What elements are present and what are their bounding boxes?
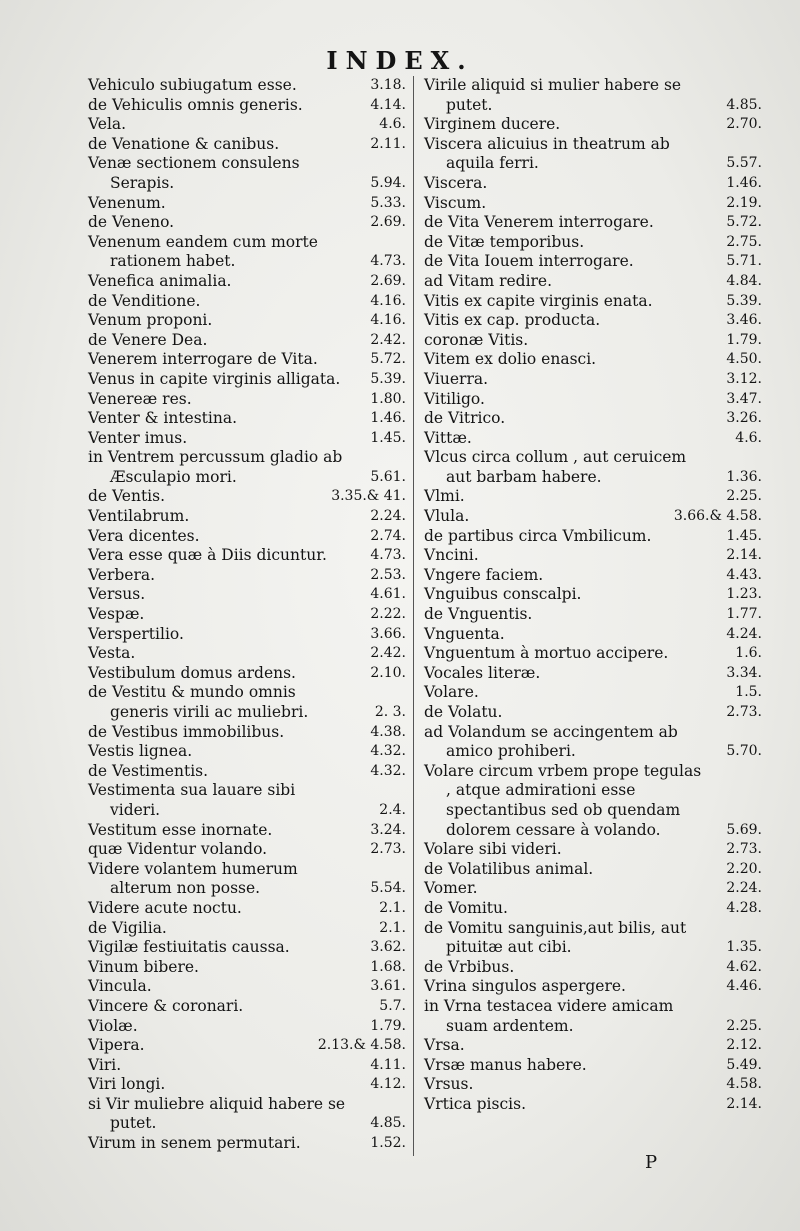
page-reference: 2.10. [370, 664, 406, 681]
page-reference: 4.16. [370, 292, 406, 309]
page-reference: 2.70. [726, 116, 762, 133]
left-index-entry [88, 272, 406, 292]
page-reference: 2.4. [379, 801, 406, 818]
index-term: de Vnguentis. [424, 605, 533, 624]
left-index-entry [88, 115, 406, 135]
page-reference: 4.73. [370, 547, 406, 564]
left-index-entry [88, 683, 406, 722]
index-term: Versus. [88, 585, 146, 604]
index-term: de Vomitu. [424, 898, 508, 917]
page-reference: 1.6. [735, 645, 762, 662]
left-index-entry [88, 96, 406, 116]
left-index-entry [88, 76, 406, 96]
index-term: de Vomitu sanguinis,aut bilis, aut pituitæ aut cibi. [424, 918, 687, 957]
page-reference: 2.24. [726, 880, 762, 897]
page-reference: 4.6. [735, 429, 762, 446]
right-index-entry [424, 390, 762, 410]
index-term: Vipera. [88, 1036, 145, 1055]
index-term: Vera esse quæ à Diis dicuntur. [88, 546, 327, 565]
page-reference: 4.28. [726, 899, 762, 916]
page-reference: 2.25. [726, 1017, 762, 1034]
index-term: de Vitæ temporibus. [424, 232, 585, 251]
left-index-entry [88, 821, 406, 841]
right-index-entry [424, 919, 762, 958]
page-reference: 4.11. [370, 1056, 406, 1073]
page-reference: 4.6. [379, 116, 406, 133]
right-column [424, 76, 762, 1114]
left-index-entry [88, 507, 406, 527]
page-reference: 2.22. [370, 606, 406, 623]
left-index-entry [88, 409, 406, 429]
index-term: de Venere Dea. [88, 330, 208, 349]
page-reference: 2.24. [370, 508, 406, 525]
index-term: Vrsæ manus habere. [424, 1055, 587, 1074]
page-reference: 2.1. [379, 899, 406, 916]
index-term: ad Volandum se accingentem ab amico prohiberi. [424, 722, 678, 761]
index-term: Venus in capite virginis alligata. [88, 369, 341, 388]
left-index-entry [88, 1075, 406, 1095]
index-term: Vnguentum à mortuo accipere. [424, 644, 669, 663]
column-divider [413, 76, 414, 1156]
index-term: de Vita Iouem interrogare. [424, 252, 634, 271]
right-index-entry [424, 331, 762, 351]
page-reference: 4.32. [370, 743, 406, 760]
left-index-entry [88, 781, 406, 820]
page-reference: 3.62. [370, 939, 406, 956]
index-term: Virum in senem permutari. [88, 1134, 301, 1153]
left-index-entry [88, 390, 406, 410]
page-reference: 4.24. [726, 625, 762, 642]
index-term: Virile aliquid si mulier habere se putet. [424, 76, 682, 114]
page-reference: 3.35.& 41. [331, 488, 406, 505]
left-index-entry [88, 213, 406, 233]
index-term: Videre volantem humerum alterum non posse. [88, 859, 298, 898]
index-term: in Ventrem percussum gladio ab Æsculapio mori. [88, 448, 343, 486]
left-index-entry [88, 1017, 406, 1037]
right-index-entry [424, 370, 762, 390]
left-index-entry [88, 762, 406, 782]
page-reference: 4.50. [726, 351, 762, 368]
left-index-entry [88, 919, 406, 939]
index-term: Vestibulum domus ardens. [88, 663, 296, 682]
index-term: Vera dicentes. [88, 526, 200, 545]
index-term: Vrsa. [424, 1036, 465, 1055]
index-term: Vngere faciem. [424, 565, 544, 584]
index-term: ad Vitam redire. [424, 271, 553, 290]
index-term: Vlula. [424, 507, 470, 526]
index-term: Violæ. [88, 1016, 138, 1035]
left-index-entry [88, 527, 406, 547]
left-column [88, 76, 406, 1154]
index-term: Vespæ. [88, 605, 145, 624]
right-index-entry [424, 566, 762, 586]
index-term: Virginem ducere. [424, 115, 561, 134]
page-reference: 5.61. [370, 468, 406, 485]
index-term: Viri longi. [88, 1075, 166, 1094]
right-index-entry [424, 860, 762, 880]
page-reference: 4.43. [726, 566, 762, 583]
page-reference: 1.46. [726, 174, 762, 191]
signature-mark: P [645, 1152, 658, 1173]
left-index-entry [88, 350, 406, 370]
index-term: Viscera. [424, 173, 488, 192]
right-index-entry [424, 174, 762, 194]
index-term: Vomer. [424, 879, 478, 898]
page-reference: 2.19. [726, 194, 762, 211]
page-reference: 2.1. [379, 919, 406, 936]
page-reference: 3.34. [726, 664, 762, 681]
index-term: Vlmi. [424, 487, 465, 506]
right-index-entry [424, 252, 762, 272]
index-term: Venum proponi. [88, 311, 213, 330]
left-index-entry [88, 977, 406, 997]
right-index-entry [424, 1056, 762, 1076]
index-term: coronæ Vitis. [424, 330, 529, 349]
index-term: de Veneno. [88, 213, 175, 232]
right-index-entry [424, 448, 762, 487]
index-term: Viuerra. [424, 369, 489, 388]
page-reference: 1.52. [370, 1135, 406, 1152]
page-reference: 4.84. [726, 272, 762, 289]
page-reference: 5.33. [370, 194, 406, 211]
page-reference: 4.12. [370, 1076, 406, 1093]
left-index-entry [88, 644, 406, 664]
right-index-entry [424, 350, 762, 370]
page-reference: 2.75. [726, 233, 762, 250]
index-term: de Venditione. [88, 291, 201, 310]
right-index-entry [424, 1036, 762, 1056]
page-reference: 5.7. [379, 997, 406, 1014]
page-reference: 4.38. [370, 723, 406, 740]
page-reference: 1.35. [726, 939, 762, 956]
right-index-entry [424, 762, 762, 840]
page-reference: 3.12. [726, 370, 762, 387]
index-term: Vitis ex cap. producta. [424, 311, 601, 330]
page-reference: 1.45. [370, 429, 406, 446]
page-reference: 5.72. [370, 351, 406, 368]
right-index-entry [424, 585, 762, 605]
page-reference: 5.71. [726, 253, 762, 270]
right-index-entry [424, 625, 762, 645]
index-term: de Volatu. [424, 703, 503, 721]
left-index-entry [88, 723, 406, 743]
right-index-entry [424, 527, 762, 547]
page-reference: 3.47. [726, 390, 762, 407]
right-index-entry [424, 605, 762, 625]
page-reference: 1.5. [735, 684, 762, 701]
page-reference: 2.73. [370, 841, 406, 858]
page-reference: 2.74. [370, 527, 406, 544]
left-index-entry [88, 487, 406, 507]
right-index-entry [424, 879, 762, 899]
page-reference: 2. 3. [374, 704, 406, 720]
index-term: Volare sibi videri. [424, 840, 562, 859]
index-term: Venefica animalia. [88, 271, 232, 290]
page-reference: 3.66. [370, 625, 406, 642]
right-index-entry [424, 840, 762, 860]
index-term: Vnguenta. [424, 624, 505, 643]
page-reference: 3.26. [726, 410, 762, 427]
left-index-entry [88, 448, 406, 487]
left-index-entry [88, 233, 406, 272]
right-index-entry [424, 76, 762, 115]
index-term: Verbera. [88, 565, 156, 584]
index-term: Vittæ. [424, 428, 472, 447]
left-index-entry [88, 938, 406, 958]
index-term: Venerem interrogare de Vita. [88, 350, 318, 369]
page-reference: 4.62. [726, 958, 762, 975]
left-index-entry [88, 1095, 406, 1134]
left-index-entry [88, 997, 406, 1017]
right-index-entry [424, 487, 762, 507]
right-index-entry [424, 997, 762, 1036]
page-reference: 1.46. [370, 410, 406, 427]
index-term: si Vir muliebre aliquid habere se putet. [88, 1094, 346, 1133]
index-term: Venenum. [88, 193, 166, 212]
page-reference: 4.16. [370, 312, 406, 329]
index-term: Volare. [424, 683, 479, 702]
index-term: Vincula. [88, 977, 152, 996]
index-term: de Volatilibus animal. [424, 859, 594, 878]
right-index-entry [424, 233, 762, 253]
page-reference: 4.61. [370, 586, 406, 603]
page-reference: 2.42. [370, 331, 406, 348]
index-term: Volare circum vrbem prope tegulas , atque admirationi esse spectantibus sed ob quendam dolorem cessare à volando. [424, 761, 702, 839]
index-term: Vnguibus conscalpi. [424, 585, 582, 604]
page-reference: 1.79. [370, 1017, 406, 1034]
right-index-entry [424, 507, 762, 527]
page-reference: 4.85. [370, 1115, 406, 1132]
index-term: Venter imus. [88, 428, 188, 447]
index-term: de Ventis. [88, 487, 166, 506]
right-index-entry [424, 1095, 762, 1115]
page-reference: 2.53. [370, 566, 406, 583]
index-term: Ventilabrum. [88, 507, 190, 526]
right-index-entry [424, 429, 762, 449]
right-index-entry [424, 135, 762, 174]
left-index-entry [88, 331, 406, 351]
page-reference: 4.14. [370, 96, 406, 113]
left-index-entry [88, 585, 406, 605]
index-term: Viscum. [424, 193, 487, 212]
left-index-entry [88, 899, 406, 919]
page-reference: 2.69. [370, 214, 406, 231]
index-term: de partibus circa Vmbilicum. [424, 526, 652, 545]
left-index-entry [88, 958, 406, 978]
page-reference: 1.77. [726, 606, 762, 623]
page-reference: 1.68. [370, 958, 406, 975]
left-index-entry [88, 566, 406, 586]
page-reference: 5.70. [726, 743, 762, 760]
page-reference: 5.94. [370, 174, 406, 191]
index-term: de Vigilia. [88, 918, 167, 937]
page-reference: 2.14. [726, 1095, 762, 1112]
page-reference: 2.73. [726, 841, 762, 858]
page-reference: 2.13.& 4.58. [317, 1037, 406, 1054]
page-reference: 2.11. [370, 135, 406, 152]
right-index-entry [424, 213, 762, 233]
left-index-entry [88, 840, 406, 860]
index-term: de Vita Venerem interrogare. [424, 213, 654, 232]
index-term: Vinum bibere. [88, 957, 199, 976]
page-reference: 5.54. [370, 880, 406, 897]
left-index-entry [88, 370, 406, 390]
page-reference: 3.61. [370, 978, 406, 995]
left-index-entry [88, 546, 406, 566]
index-term: Vitem ex dolio enasci. [424, 350, 597, 369]
page-reference: 3.24. [370, 821, 406, 838]
index-term: Vincere & coronari. [88, 996, 244, 1015]
index-term: quæ Videntur volando. [88, 840, 268, 859]
page-reference: 2.20. [726, 860, 762, 877]
page-reference: 4.32. [370, 762, 406, 779]
left-index-entry [88, 194, 406, 214]
page-reference: 4.73. [370, 253, 406, 270]
page-reference: 2.69. [370, 272, 406, 289]
page-reference: 5.57. [726, 155, 762, 172]
page-reference: 2.42. [370, 645, 406, 662]
index-term: Vesta. [88, 644, 136, 663]
index-term: Venereæ res. [88, 389, 192, 408]
index-term: de Vestitu & mundo omnis generis virili ac muliebri. [88, 683, 309, 721]
left-index-entry [88, 1056, 406, 1076]
index-term: Vocales literæ. [424, 663, 541, 682]
right-index-entry [424, 409, 762, 429]
right-index-entry [424, 703, 762, 723]
right-index-entry [424, 115, 762, 135]
index-term: Vlcus circa collum , aut ceruicem aut barbam habere. [424, 448, 687, 486]
left-index-entry [88, 605, 406, 625]
right-index-entry [424, 546, 762, 566]
right-index-entry [424, 977, 762, 997]
page-reference: 2.73. [726, 704, 762, 720]
page-header: INDEX. [326, 46, 474, 75]
left-index-entry [88, 429, 406, 449]
right-index-entry [424, 644, 762, 664]
page-reference: 5.72. [726, 214, 762, 231]
index-term: Vestimenta sua lauare sibi videri. [88, 781, 296, 819]
index-term: Vrsus. [424, 1075, 474, 1094]
page-reference: 1.45. [726, 527, 762, 544]
page-reference: 5.39. [370, 370, 406, 387]
index-term: de Venatione & canibus. [88, 134, 280, 153]
right-index-entry [424, 272, 762, 292]
index-term: de Vrbibus. [424, 957, 515, 976]
index-term: Vrtica piscis. [424, 1094, 526, 1113]
left-index-entry [88, 292, 406, 312]
right-index-entry [424, 723, 762, 762]
index-term: Vela. [88, 115, 127, 134]
right-index-entry [424, 311, 762, 331]
left-index-entry [88, 311, 406, 331]
index-term: de Vestimentis. [88, 761, 209, 780]
index-term: Viri. [88, 1055, 122, 1074]
index-term: Venter & intestina. [88, 409, 238, 428]
right-index-entry [424, 683, 762, 703]
left-index-entry [88, 135, 406, 155]
index-term: Vncini. [424, 546, 479, 565]
index-term: Vitiligo. [424, 389, 485, 408]
page-reference: 1.36. [726, 468, 762, 485]
page-reference: 2.12. [726, 1037, 762, 1054]
left-index-entry [88, 742, 406, 762]
index-term: Vestitum esse inornate. [88, 820, 273, 839]
index-term: in Vrna testacea videre amicam suam ardentem. [424, 996, 674, 1035]
index-term: de Vitrico. [424, 409, 506, 428]
page-reference: 4.85. [726, 96, 762, 113]
page-reference: 3.18. [370, 77, 406, 93]
page-reference: 1.80. [370, 390, 406, 407]
page-reference: 2.14. [726, 547, 762, 564]
left-index-entry [88, 154, 406, 193]
right-index-entry [424, 194, 762, 214]
right-index-entry [424, 1075, 762, 1095]
page-reference: 4.46. [726, 978, 762, 995]
page-reference: 1.79. [726, 331, 762, 348]
index-term: de Vestibus immobilibus. [88, 722, 285, 741]
page-reference: 5.49. [726, 1056, 762, 1073]
left-index-entry [88, 1134, 406, 1154]
left-index-entry [88, 664, 406, 684]
index-term: Vehiculo subiugatum esse. [88, 76, 297, 94]
right-index-entry [424, 958, 762, 978]
page-reference: 5.39. [726, 292, 762, 309]
index-term: Venæ sectionem consulens Serapis. [88, 154, 300, 192]
right-index-entry [424, 664, 762, 684]
page-reference: 5.69. [726, 821, 762, 838]
index-term: Vitis ex capite virginis enata. [424, 291, 653, 310]
index-term: Venenum eandem cum morte rationem habet. [88, 232, 318, 271]
page-reference: 1.23. [726, 586, 762, 603]
left-index-entry [88, 625, 406, 645]
page-reference: 2.25. [726, 488, 762, 505]
index-term: Vestis lignea. [88, 742, 193, 761]
page-reference: 3.46. [726, 312, 762, 329]
right-index-entry [424, 292, 762, 312]
right-index-entry [424, 899, 762, 919]
left-index-entry [88, 1036, 406, 1056]
index-term: Vigilæ festiuitatis caussa. [88, 938, 290, 957]
index-term: de Vehiculis omnis generis. [88, 95, 303, 114]
index-term: Vrina singulos aspergere. [424, 977, 626, 996]
index-term: Viscera alicuius in theatrum ab aquila ferri. [424, 134, 670, 173]
page-reference: 4.58. [726, 1076, 762, 1093]
index-term: Verspertilio. [88, 624, 184, 643]
index-term: Videre acute noctu. [88, 898, 242, 917]
left-index-entry [88, 860, 406, 899]
page-reference: 3.66.& 4.58. [673, 508, 762, 525]
